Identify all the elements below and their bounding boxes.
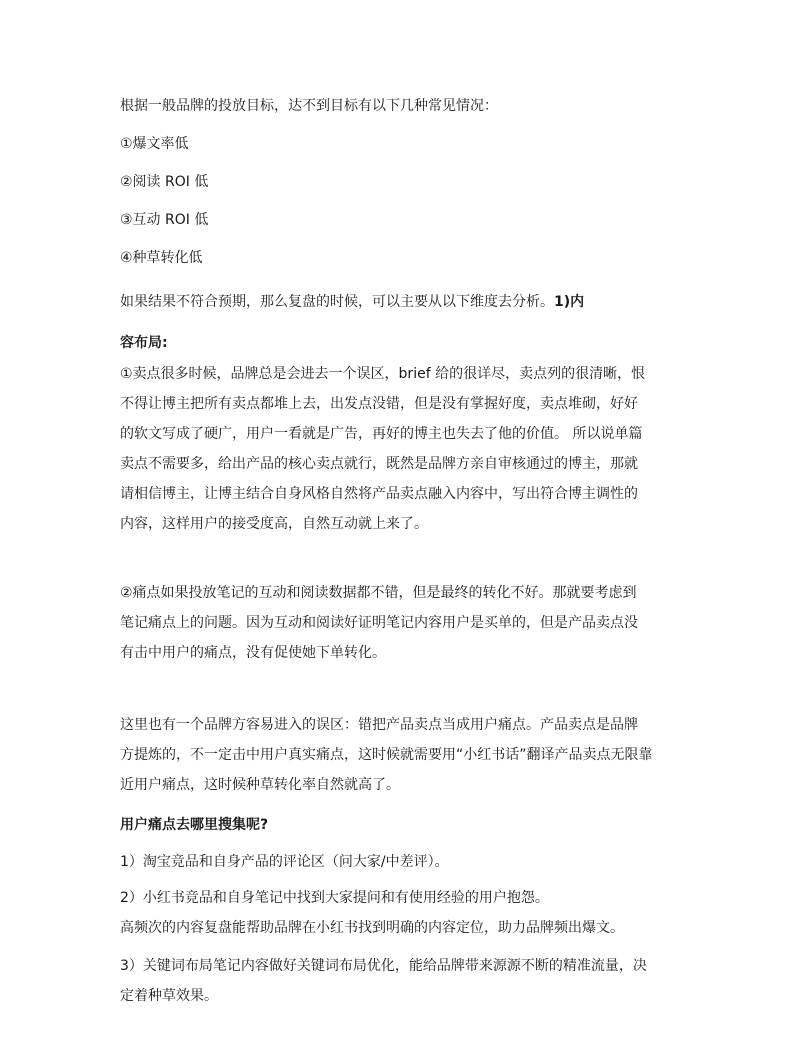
paragraph-line: 3）关键词布局笔记内容做好关键词布局优化，能给品牌带来源源不断的精准流量，决 [120, 958, 647, 974]
paragraph-line: 定着种草效果。 [120, 988, 218, 1004]
paragraph-line: 内容，这样用户的接受度高，自然互动就上来了。 [120, 516, 428, 532]
section1-paragraph [120, 359, 680, 539]
paragraph-line: 请相信博主，让博主结合自身风格自然将产品卖点融入内容中，写出符合博主调性的 [120, 486, 638, 502]
analysis-lead [120, 292, 584, 312]
paragraph-line: 卖点不需要多，给出产品的核心卖点就行，既然是品牌方亲自审核通过的博主，那就 [120, 456, 638, 472]
misconception-paragraph [120, 710, 680, 800]
analysis-lead-text: 如果结果不符合预期，那么复盘的时候，可以主要从以下维度去分析。 [120, 294, 554, 310]
case-item: ②阅读 ROI 低 [120, 174, 209, 190]
intro-text: 根据一般品牌的投放目标，达不到目标有以下几种常见情况： [120, 98, 498, 114]
paragraph-line: 近用户痛点，这时候种草转化率自然就高了。 [120, 777, 400, 793]
paragraph-line: 笔记痛点上的问题。因为互动和阅读好证明笔记内容用户是买单的，但是产品卖点没 [120, 615, 638, 631]
collect-item: 2）小红书竞品和自身笔记中找到大家提问和有使用经验的用户抱怨。 [120, 890, 549, 906]
paragraph-line: ②痛点如果投放笔记的互动和阅读数据都不错，但是最终的转化不好。那就要考虑到 [120, 585, 637, 601]
paragraph-line: 有击中用户的痛点，没有促使她下单转化。 [120, 645, 386, 661]
keyword-item [120, 951, 680, 1011]
paragraph-line: ①卖点很多时候，品牌总是会进去一个误区，brief 给的很详尽，卖点列的很清晰，恨 [120, 366, 646, 382]
paragraph-line: 的软文写成了硬广，用户一看就是广告，再好的博主也失去了他的价值。 所以说单篇 [120, 426, 643, 442]
paragraph-line: 这里也有一个品牌方容易进入的误区：错把产品卖点当成用户痛点。产品卖点是品牌 [120, 717, 638, 733]
collect-heading: 用户痛点去哪里搜集呢? [120, 817, 269, 833]
collect-note: 高频次的内容复盘能帮助品牌在小红书找到明确的内容定位，助力品牌频出爆文。 [120, 920, 624, 936]
case-item: ③互动 ROI 低 [120, 212, 209, 228]
paragraph-line: 不得让博主把所有卖点都堆上去，出发点没错，但是没有掌握好度，卖点堆砌，好好 [120, 396, 638, 412]
collect-item: 1）淘宝竞品和自身产品的评论区（问大家/中差评）。 [120, 854, 449, 870]
analysis-heading-start: 1)内 [554, 294, 585, 310]
pain-point-paragraph [120, 578, 680, 668]
case-item: ①爆文率低 [120, 136, 189, 152]
case-item: ④种草转化低 [120, 250, 203, 266]
paragraph-line: 方提炼的，不一定击中用户真实痛点，这时候就需要用“小红书话”翻译产品卖点无限靠 [120, 747, 653, 763]
section1-heading: 容布局: [120, 335, 168, 351]
